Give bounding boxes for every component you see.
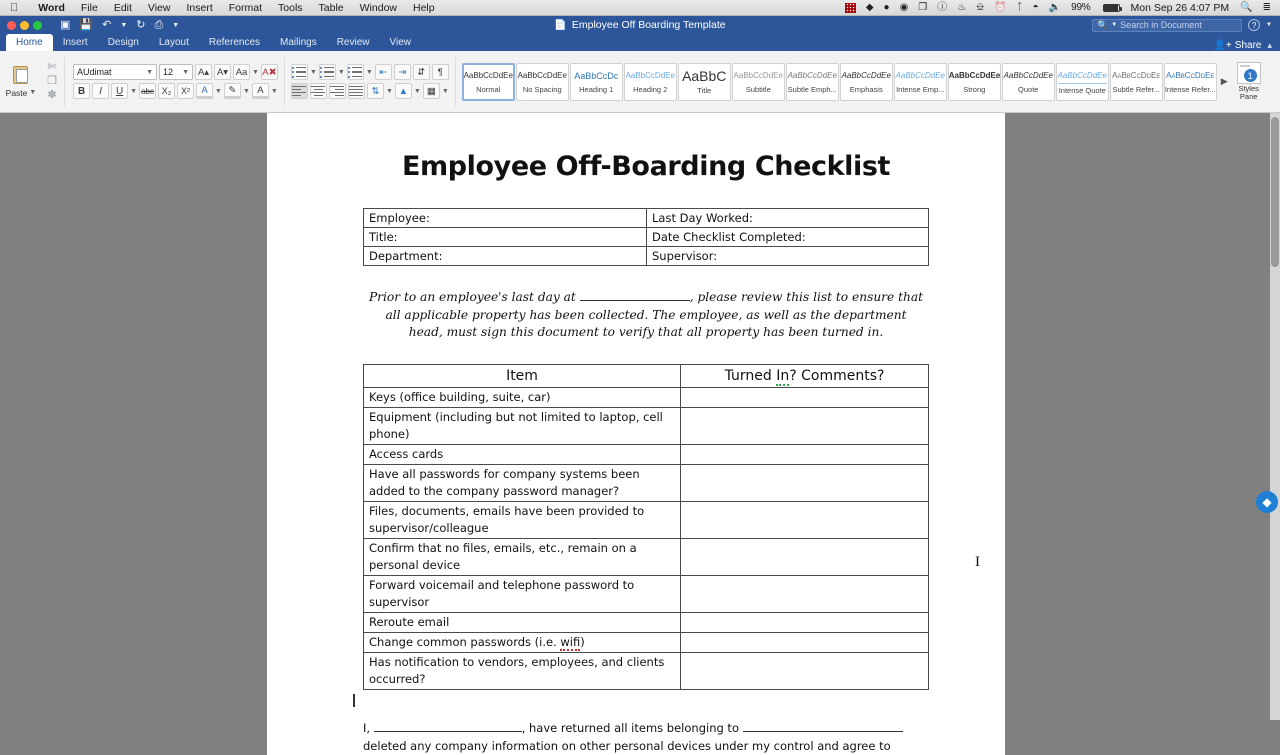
column-header-turned-in — [681, 364, 929, 387]
style-preview: AaBbCcDdEe — [625, 71, 675, 80]
grow-font-icon[interactable]: A▴ — [195, 64, 212, 80]
help-circle-icon[interactable]: ? — [1248, 19, 1260, 31]
style-no-spacing[interactable] — [516, 63, 569, 101]
battery-icon[interactable] — [1096, 4, 1125, 12]
close-window-button[interactable] — [7, 21, 16, 30]
timemachine-icon[interactable]: ⏰ — [994, 1, 1007, 13]
style-intense-quote[interactable] — [1056, 63, 1109, 101]
clear-formatting-icon[interactable]: A✖ — [261, 64, 278, 80]
intro-paragraph[interactable] — [368, 289, 924, 342]
multilevel-list-caret-icon[interactable]: ▼ — [365, 68, 373, 76]
checklist-table — [363, 364, 929, 690]
bullet-list-caret-icon[interactable]: ▼ — [309, 68, 317, 76]
style-subtle-emphasis[interactable] — [786, 63, 839, 101]
paragraph-marks-icon[interactable]: ¶ — [432, 64, 449, 80]
multilevel-list-icon[interactable] — [347, 64, 364, 80]
decrease-indent-icon[interactable]: ⇤ — [375, 64, 392, 80]
font-name-caret-icon[interactable]: ▼ — [146, 68, 153, 76]
dropbox-badge-icon[interactable]: ◆ — [1256, 491, 1278, 513]
table-row — [364, 247, 929, 266]
checklist-item-no-files-personal[interactable]: Confirm that no files, emails, etc., remain on a personal device — [364, 538, 681, 575]
style-preview: AaBbCcDdEe — [841, 71, 891, 80]
info-date-completed-label[interactable]: Date Checklist Completed: — [647, 228, 929, 247]
checklist-item-access-cards[interactable]: Access cards — [364, 444, 681, 464]
align-right-icon[interactable] — [329, 83, 346, 99]
help-caret-icon[interactable]: ▼ — [1266, 22, 1272, 28]
header-part-c: ? Comments? — [789, 367, 885, 384]
closing-text-b: , have returned all items belonging to — [521, 720, 743, 735]
minimize-window-button[interactable] — [20, 21, 29, 30]
style-preview: AaBbCcDdEe — [948, 71, 1001, 80]
style-name: Quote — [1018, 85, 1039, 94]
table-row — [364, 575, 929, 612]
info-title-label[interactable]: Title: — [364, 228, 647, 247]
paragraph-group — [287, 51, 453, 112]
style-name: Intense Quote — [1058, 85, 1106, 95]
style-preview: AaBbCcDdEe — [733, 71, 783, 80]
menu-item-format[interactable]: Format — [220, 1, 254, 14]
paste-label: Paste — [5, 88, 28, 98]
tab-view[interactable]: View — [389, 37, 411, 48]
checklist-comment-equipment[interactable] — [681, 407, 929, 444]
checklist-comment-no-files-personal[interactable] — [681, 538, 929, 575]
search-icon: 🔍 — [1097, 19, 1109, 30]
style-preview: AaBbCcDdEe — [895, 71, 945, 80]
bullet-list-icon[interactable] — [291, 64, 308, 80]
customize-caret-icon[interactable]: ▼ — [172, 21, 180, 29]
table-row — [364, 228, 929, 247]
checklist-comment-forward-voicemail[interactable] — [681, 575, 929, 612]
font-color-caret-icon[interactable]: ▼ — [270, 87, 278, 95]
increase-indent-icon[interactable]: ⇥ — [394, 64, 411, 80]
strikethrough-label: abc — [141, 86, 154, 96]
paragraph-row-1 — [291, 64, 449, 80]
style-preview: AaBbCcDdEe — [1003, 71, 1053, 80]
volume-icon[interactable]: 🔈 — [1048, 1, 1062, 13]
page-content — [267, 113, 1005, 755]
paste-icon[interactable] — [10, 65, 32, 87]
style-name: Normal — [476, 85, 501, 94]
shading-icon[interactable]: ▲ — [395, 83, 412, 99]
numbered-list-icon[interactable] — [319, 64, 336, 80]
style-preview: AaBbCcDdEe — [463, 71, 513, 80]
grid-red-icon[interactable] — [840, 3, 861, 13]
font-size-caret-icon[interactable]: ▼ — [182, 68, 189, 76]
info-department-label[interactable]: Department: — [364, 247, 647, 266]
align-left-icon[interactable] — [291, 83, 308, 99]
menu-item-table[interactable]: Table — [310, 1, 336, 14]
checklist-comment-access-cards[interactable] — [681, 444, 929, 464]
tab-design[interactable]: Design — [107, 37, 139, 48]
sidebar-toggle-icon[interactable]: ▣ — [60, 18, 71, 31]
text-effects-caret-icon[interactable]: ▼ — [215, 87, 222, 95]
ribbon-home-panel — [0, 51, 1280, 113]
style-name: Subtitle — [745, 85, 771, 94]
table-row — [364, 407, 929, 444]
styles-group — [458, 51, 1280, 112]
cut-copy-group — [42, 51, 62, 112]
font-row-2 — [73, 83, 278, 99]
checklist-item-change-passwords[interactable]: Change common passwords (i.e. wifi) — [364, 632, 681, 652]
style-preview: AaBbCcDc — [574, 71, 619, 81]
quick-access-toolbar — [42, 20, 179, 31]
battery-percent: 99% — [1071, 2, 1091, 13]
share-person-icon: 👤+ — [1213, 40, 1232, 51]
misspelled-word-wifi: wifi — [560, 634, 581, 649]
strikethrough-button[interactable] — [139, 83, 156, 99]
justify-icon[interactable] — [348, 83, 365, 99]
vertical-scrollbar-thumb[interactable] — [1271, 117, 1279, 267]
underline-label: U — [115, 85, 124, 97]
word-document-icon: 📄 — [554, 19, 567, 31]
closing-blank-name — [374, 731, 522, 732]
highlight-color-icon[interactable]: ✎ — [224, 83, 241, 99]
intro-text-after: , please review this list to ensure that all applicable property has been collected. The employee, as well as the department head, must sign this document to verify that all property has been turned in. — [385, 290, 924, 339]
style-name: Subtle Refer... — [1112, 85, 1161, 94]
table-row — [364, 387, 929, 407]
scissors-icon[interactable]: ✄ — [47, 61, 57, 73]
maximize-window-button[interactable] — [33, 21, 42, 30]
styles-pane-button[interactable] — [1232, 62, 1266, 101]
change-case-icon[interactable]: Aa — [233, 64, 250, 80]
style-preview: AaBbC — [682, 68, 727, 84]
table-row — [364, 632, 929, 652]
spotlight-search-icon[interactable]: 🔍 — [1240, 1, 1253, 13]
tab-home[interactable]: Home — [6, 34, 53, 51]
style-intense-reference[interactable] — [1164, 63, 1217, 101]
airplay-icon[interactable]: ⎒ — [976, 1, 985, 13]
closing-blank-company — [743, 731, 903, 732]
save-icon[interactable]: 💾 — [79, 18, 94, 31]
intro-blank-line — [580, 300, 690, 301]
checklist-comment-change-passwords[interactable] — [681, 632, 929, 652]
shading-caret-icon[interactable]: ▼ — [413, 87, 421, 95]
tab-review[interactable]: Review — [336, 37, 370, 48]
undo-icon[interactable]: ↶ — [102, 18, 112, 31]
style-name: No Spacing — [522, 85, 562, 94]
text-insertion-caret — [353, 694, 355, 707]
italic-button[interactable] — [92, 83, 109, 99]
subscript-button[interactable]: X₂ — [158, 83, 175, 99]
styles-gallery — [462, 63, 1217, 101]
print-icon[interactable]: ⎙ — [154, 18, 164, 31]
style-intense-emphasis[interactable] — [894, 63, 947, 101]
closing-paragraph[interactable] — [363, 719, 929, 755]
table-row — [364, 444, 929, 464]
format-painter-icon[interactable]: ✽ — [47, 89, 57, 101]
checklist-item-forward-voicemail[interactable]: Forward voicemail and telephone password to supervisor — [364, 575, 681, 612]
paragraph-row-2 — [291, 83, 449, 99]
bold-button[interactable] — [73, 83, 90, 99]
menu-item-insert[interactable]: Insert — [178, 1, 205, 14]
font-size-value: 12 — [163, 67, 174, 77]
duplicate-icon[interactable]: ❐ — [918, 1, 928, 13]
style-preview: AaBbCcDdEe — [1058, 69, 1107, 84]
highlight-caret-icon[interactable]: ▼ — [242, 87, 250, 95]
style-preview: AaBbCcDdEe — [1166, 71, 1215, 80]
info-supervisor-label[interactable]: Supervisor: — [647, 247, 929, 266]
checklist-item-reroute-email[interactable]: Reroute email — [364, 612, 681, 632]
info-last-day-label[interactable]: Last Day Worked: — [647, 209, 929, 228]
styles-pane-label: Styles Pane — [1238, 84, 1259, 101]
style-name: Subtle Emph... — [787, 85, 837, 94]
menu-item-window[interactable]: Window — [351, 1, 389, 14]
checklist-comment-notification-vendors[interactable] — [681, 652, 929, 689]
font-size-input[interactable] — [159, 64, 193, 80]
table-row — [364, 501, 929, 538]
undo-caret-icon[interactable]: ▼ — [120, 21, 128, 29]
style-subtitle[interactable] — [732, 63, 785, 101]
ribbon-divider-3 — [455, 57, 456, 106]
checklist-item-passwords-manager[interactable]: Have all passwords for company systems been added to the company password manager? — [364, 464, 681, 501]
menu-item-word[interactable]: Word — [30, 1, 57, 14]
table-row — [364, 464, 929, 501]
style-name: Heading 2 — [633, 85, 668, 94]
paw-icon[interactable]: ♨ — [957, 1, 967, 13]
font-name-input[interactable] — [73, 64, 157, 80]
borders-caret-icon[interactable]: ▼ — [441, 87, 449, 95]
style-preview: AaBbCcDdEe — [517, 71, 567, 80]
superscript-button[interactable]: X² — [177, 83, 194, 99]
tab-layout[interactable]: Layout — [158, 37, 189, 48]
employee-info-table — [363, 208, 929, 266]
style-name: Emphasis — [849, 85, 883, 94]
line-spacing-caret-icon[interactable]: ▼ — [385, 87, 393, 95]
chevron-right-icon[interactable]: ▶ — [1220, 76, 1228, 86]
tab-insert[interactable]: Insert — [62, 37, 88, 48]
dropbox-icon[interactable]: ◆ — [865, 1, 874, 13]
style-preview: AaBbCcDdEe — [1112, 71, 1161, 80]
table-row — [364, 652, 929, 689]
ribbon-tab-bar — [0, 34, 1280, 51]
checklist-comment-passwords-manager[interactable] — [681, 464, 929, 501]
font-group — [67, 51, 282, 112]
info-employee-label[interactable]: Employee: — [364, 209, 647, 228]
line-spacing-icon[interactable]: ⇅ — [367, 83, 384, 99]
style-title[interactable] — [678, 63, 731, 101]
ribbon-divider-2 — [284, 57, 285, 106]
column-header-item: Item — [364, 364, 681, 387]
tab-mailings[interactable]: Mailings — [280, 37, 317, 48]
sort-icon[interactable]: ⇵ — [413, 64, 430, 80]
table-header-row — [364, 364, 929, 387]
search-caret-icon[interactable]: ▼ — [1111, 22, 1118, 28]
clock-dark-icon[interactable]: ● — [883, 1, 890, 13]
style-heading-1[interactable] — [570, 63, 623, 101]
menu-item-file[interactable]: File — [72, 1, 90, 14]
notification-center-icon[interactable]: ≣ — [1262, 1, 1271, 13]
shell-icon[interactable]: ◉ — [899, 1, 909, 13]
table-row — [364, 209, 929, 228]
borders-icon[interactable]: ▦ — [423, 83, 440, 99]
page-title: Employee Off-Boarding Checklist — [401, 151, 891, 182]
bold-label: B — [77, 85, 86, 97]
wifi-icon[interactable]: ◓ — [1032, 1, 1039, 13]
search-document-input[interactable] — [1092, 19, 1242, 32]
clipboard-group — [0, 51, 42, 112]
closing-text-c: deleted any company information on other personal devices under my control and agree to — [363, 738, 891, 753]
style-heading-2[interactable] — [624, 63, 677, 101]
bluetooth-icon[interactable]: ᛏ — [1016, 1, 1023, 13]
style-strong[interactable] — [948, 63, 1001, 101]
text-effects-icon[interactable]: A — [196, 83, 213, 99]
header-part-a: Turned — [724, 367, 777, 384]
font-row-1 — [73, 64, 278, 80]
checklist-item-files-provided[interactable]: Files, documents, emails have been provided to supervisor/colleague — [364, 501, 681, 538]
document-title-group — [0, 19, 1280, 31]
apple-icon[interactable] — [0, 2, 30, 14]
intro-text-before: Prior to an employee's last day at — [368, 290, 580, 304]
style-name: Title — [697, 86, 712, 95]
checklist-comment-reroute-email[interactable] — [681, 612, 929, 632]
document-page[interactable] — [267, 113, 1005, 755]
info-circle-icon[interactable]: ⓘ — [937, 1, 948, 13]
style-emphasis[interactable] — [840, 63, 893, 101]
checklist-item-notification-vendors[interactable]: Has notification to vendors, employees, and clients occurred? — [364, 652, 681, 689]
style-normal[interactable] — [462, 63, 515, 101]
style-subtle-reference[interactable] — [1110, 63, 1163, 101]
menubar-clock[interactable]: Mon Sep 26 4:07 PM — [1130, 1, 1230, 14]
style-name: Intense Refer... — [1164, 85, 1216, 94]
share-label: Share — [1234, 40, 1262, 51]
titlebar-right-group — [1092, 19, 1280, 32]
underline-caret-icon[interactable]: ▼ — [130, 87, 138, 95]
window-controls[interactable] — [0, 21, 42, 30]
checklist-comment-files-provided[interactable] — [681, 501, 929, 538]
menu-item-tools[interactable]: Tools — [269, 1, 295, 14]
share-button[interactable] — [1213, 40, 1267, 51]
header-part-in-misspelled: In — [776, 367, 790, 384]
search-placeholder: Search in Document — [1120, 20, 1202, 30]
italic-label: I — [99, 85, 102, 97]
menu-item-view[interactable]: View — [139, 1, 163, 14]
align-center-icon[interactable] — [310, 83, 327, 99]
document-title: Employee Off Boarding Template — [571, 19, 726, 31]
checklist-item-keys[interactable]: Keys (office building, suite, car) — [364, 387, 681, 407]
text-cursor-ibeam: I — [975, 554, 980, 570]
style-name: Heading 1 — [579, 85, 614, 94]
style-name: Intense Emp... — [896, 85, 945, 94]
numbered-list-caret-icon[interactable]: ▼ — [337, 68, 345, 76]
vertical-scrollbar-track[interactable] — [1270, 113, 1280, 720]
copy-icon[interactable]: ❐ — [47, 75, 57, 87]
style-quote[interactable] — [1002, 63, 1055, 101]
mac-menu-bar — [0, 0, 1280, 16]
change-case-caret-icon[interactable]: ▼ — [252, 68, 259, 76]
style-name: Strong — [963, 85, 986, 94]
document-canvas[interactable] — [0, 113, 1280, 753]
closing-text-a: I, — [363, 720, 374, 735]
style-preview: AaBbCcDdEe — [787, 71, 837, 80]
paste-caret-icon[interactable]: ▼ — [29, 89, 37, 96]
ribbon-divider-1 — [64, 57, 65, 106]
chevron-up-icon[interactable]: ▴ — [1267, 40, 1272, 50]
tab-references[interactable]: References — [208, 37, 261, 48]
shrink-font-icon[interactable]: A▾ — [214, 64, 231, 80]
menu-item-help[interactable]: Help — [404, 1, 427, 14]
checklist-item-equipment[interactable]: Equipment (including but not limited to laptop, cell phone) — [364, 407, 681, 444]
checklist-comment-keys[interactable] — [681, 387, 929, 407]
font-color-icon[interactable]: A — [252, 83, 269, 99]
table-row — [364, 612, 929, 632]
word-title-bar — [0, 16, 1280, 34]
menu-item-edit[interactable]: Edit — [105, 1, 124, 14]
redo-icon[interactable]: ↻ — [136, 18, 146, 31]
font-name-value: AUdimat — [77, 67, 112, 77]
underline-button[interactable] — [111, 83, 128, 99]
table-row — [364, 538, 929, 575]
styles-pane-icon: 1 — [1237, 62, 1261, 84]
